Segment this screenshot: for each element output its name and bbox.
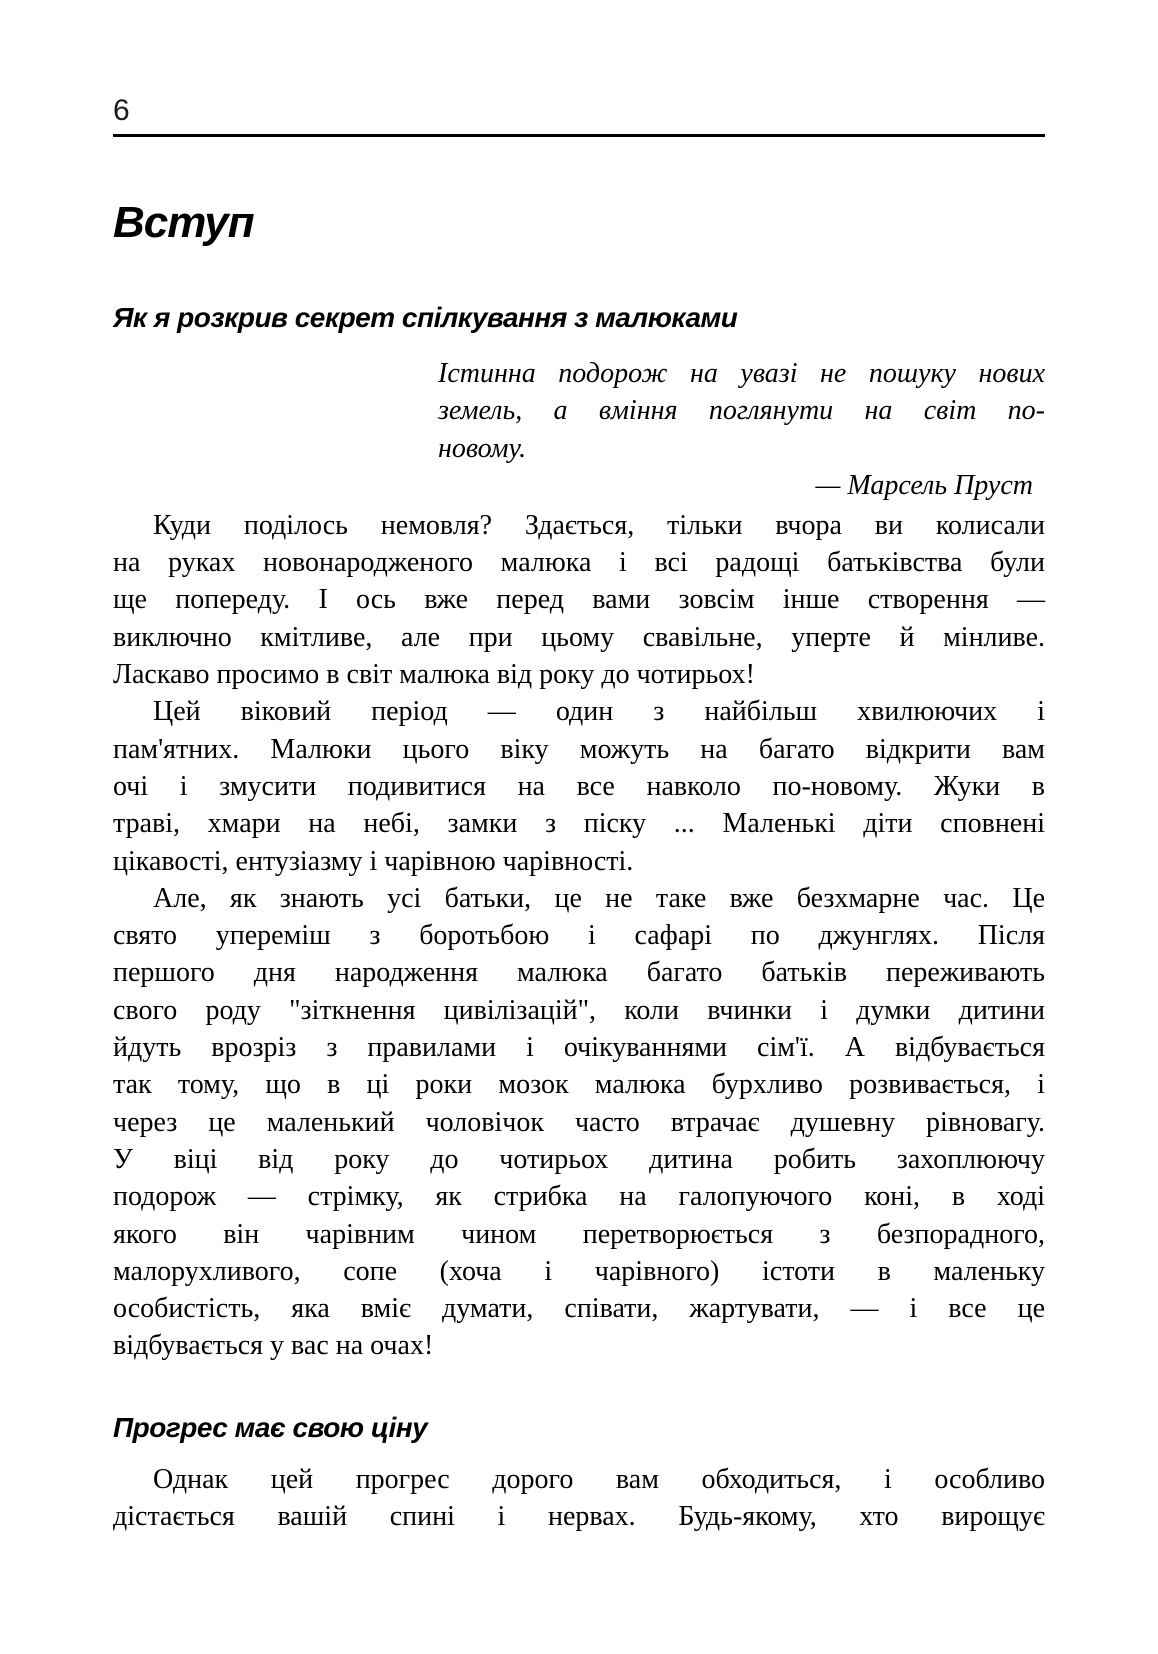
chapter-title: Вступ (113, 198, 254, 247)
text-line: цікавості, ентузіазму і чарівною чарівності. (113, 845, 634, 877)
text-line: У віці від року до чотирьох дитина робить захоплюючу (113, 1143, 1045, 1175)
text-line: пам'ятних. Малюки цього віку можуть на багато відкрити вам (113, 733, 1045, 765)
text-line: свято упереміш з боротьбою і сафарі по джунглях. Після (113, 920, 1045, 952)
text-line: так тому, що в ці роки мозок малюка бурхливо розвивається, і (113, 1069, 1045, 1101)
body-text-progress (113, 1461, 1045, 1536)
epigraph-attribution: — Марсель Пруст (815, 469, 1033, 501)
text-line: першого дня народження малюка багато батьків переживають (113, 957, 1045, 989)
text-line: якого він чарівним чином перетворюється з безпорадного, (113, 1218, 1045, 1250)
text-line: Але, як знають усі батьки, це не таке вже безхмарне час. Це (153, 882, 1045, 914)
text-line: малорухливого, сопе (хоча і чарівного) істоти в маленьку (113, 1255, 1045, 1287)
text-line: дістається вашій спині і нервах. Будь-якому, хто вирощує (113, 1501, 1045, 1533)
text-line: новому. (438, 432, 527, 464)
text-line: очі і змусити подивитися на все навколо по-новому. Жуки в (113, 770, 1045, 802)
text-line: Ласкаво просимо в світ малюка від року до чотирьох! (113, 659, 755, 691)
text-line: подорож — стрімку, як стрибка на галопуючого коні, в ході (113, 1181, 1045, 1213)
text-line: земель, а вміння поглянути на світ по- (438, 395, 1045, 427)
text-line: відбувається у вас на очах! (113, 1330, 434, 1362)
epigraph-quote (438, 355, 1045, 467)
text-line: особистість, яка вміє думати, співати, жартувати, — і все це (113, 1293, 1045, 1325)
text-line: траві, хмари на небі, замки з піску ... Маленькі діти сповнені (113, 808, 1045, 840)
text-line: свого роду "зіткнення цивілізацій", коли вчинки і думки дитини (113, 994, 1045, 1026)
text-line: Цей віковий період — один з найбільш хвилюючих і (153, 696, 1045, 728)
section-heading: Прогрес має свою ціну (113, 1411, 428, 1443)
page-number: 6 (113, 94, 130, 127)
text-line: Істинна подорож на увазі не пошуку нових (438, 358, 1045, 389)
chapter-subtitle: Як я розкрив секрет спілкування з малюками (113, 302, 738, 333)
text-line: ще попереду. І ось вже перед вами зовсім інше створення — (113, 584, 1045, 616)
text-line: Куди поділось немовля? Здається, тільки вчора ви колисали (153, 509, 1045, 541)
header-rule (113, 134, 1045, 137)
text-line: через це маленький чоловічок часто втрачає душевну рівновагу. (113, 1106, 1045, 1138)
text-line: йдуть врозріз з правилами і очікуваннями сім'ї. А відбувається (113, 1032, 1045, 1064)
text-line: Однак цей прогрес дорого вам обходиться, і особливо (153, 1463, 1045, 1495)
body-text-intro (113, 507, 1045, 1365)
text-line: на руках новонародженого малюка і всі радощі батьківства були (113, 547, 1045, 579)
text-line: виключно кмітливе, але при цьому свавільне, уперте й мінливе. (113, 621, 1045, 653)
